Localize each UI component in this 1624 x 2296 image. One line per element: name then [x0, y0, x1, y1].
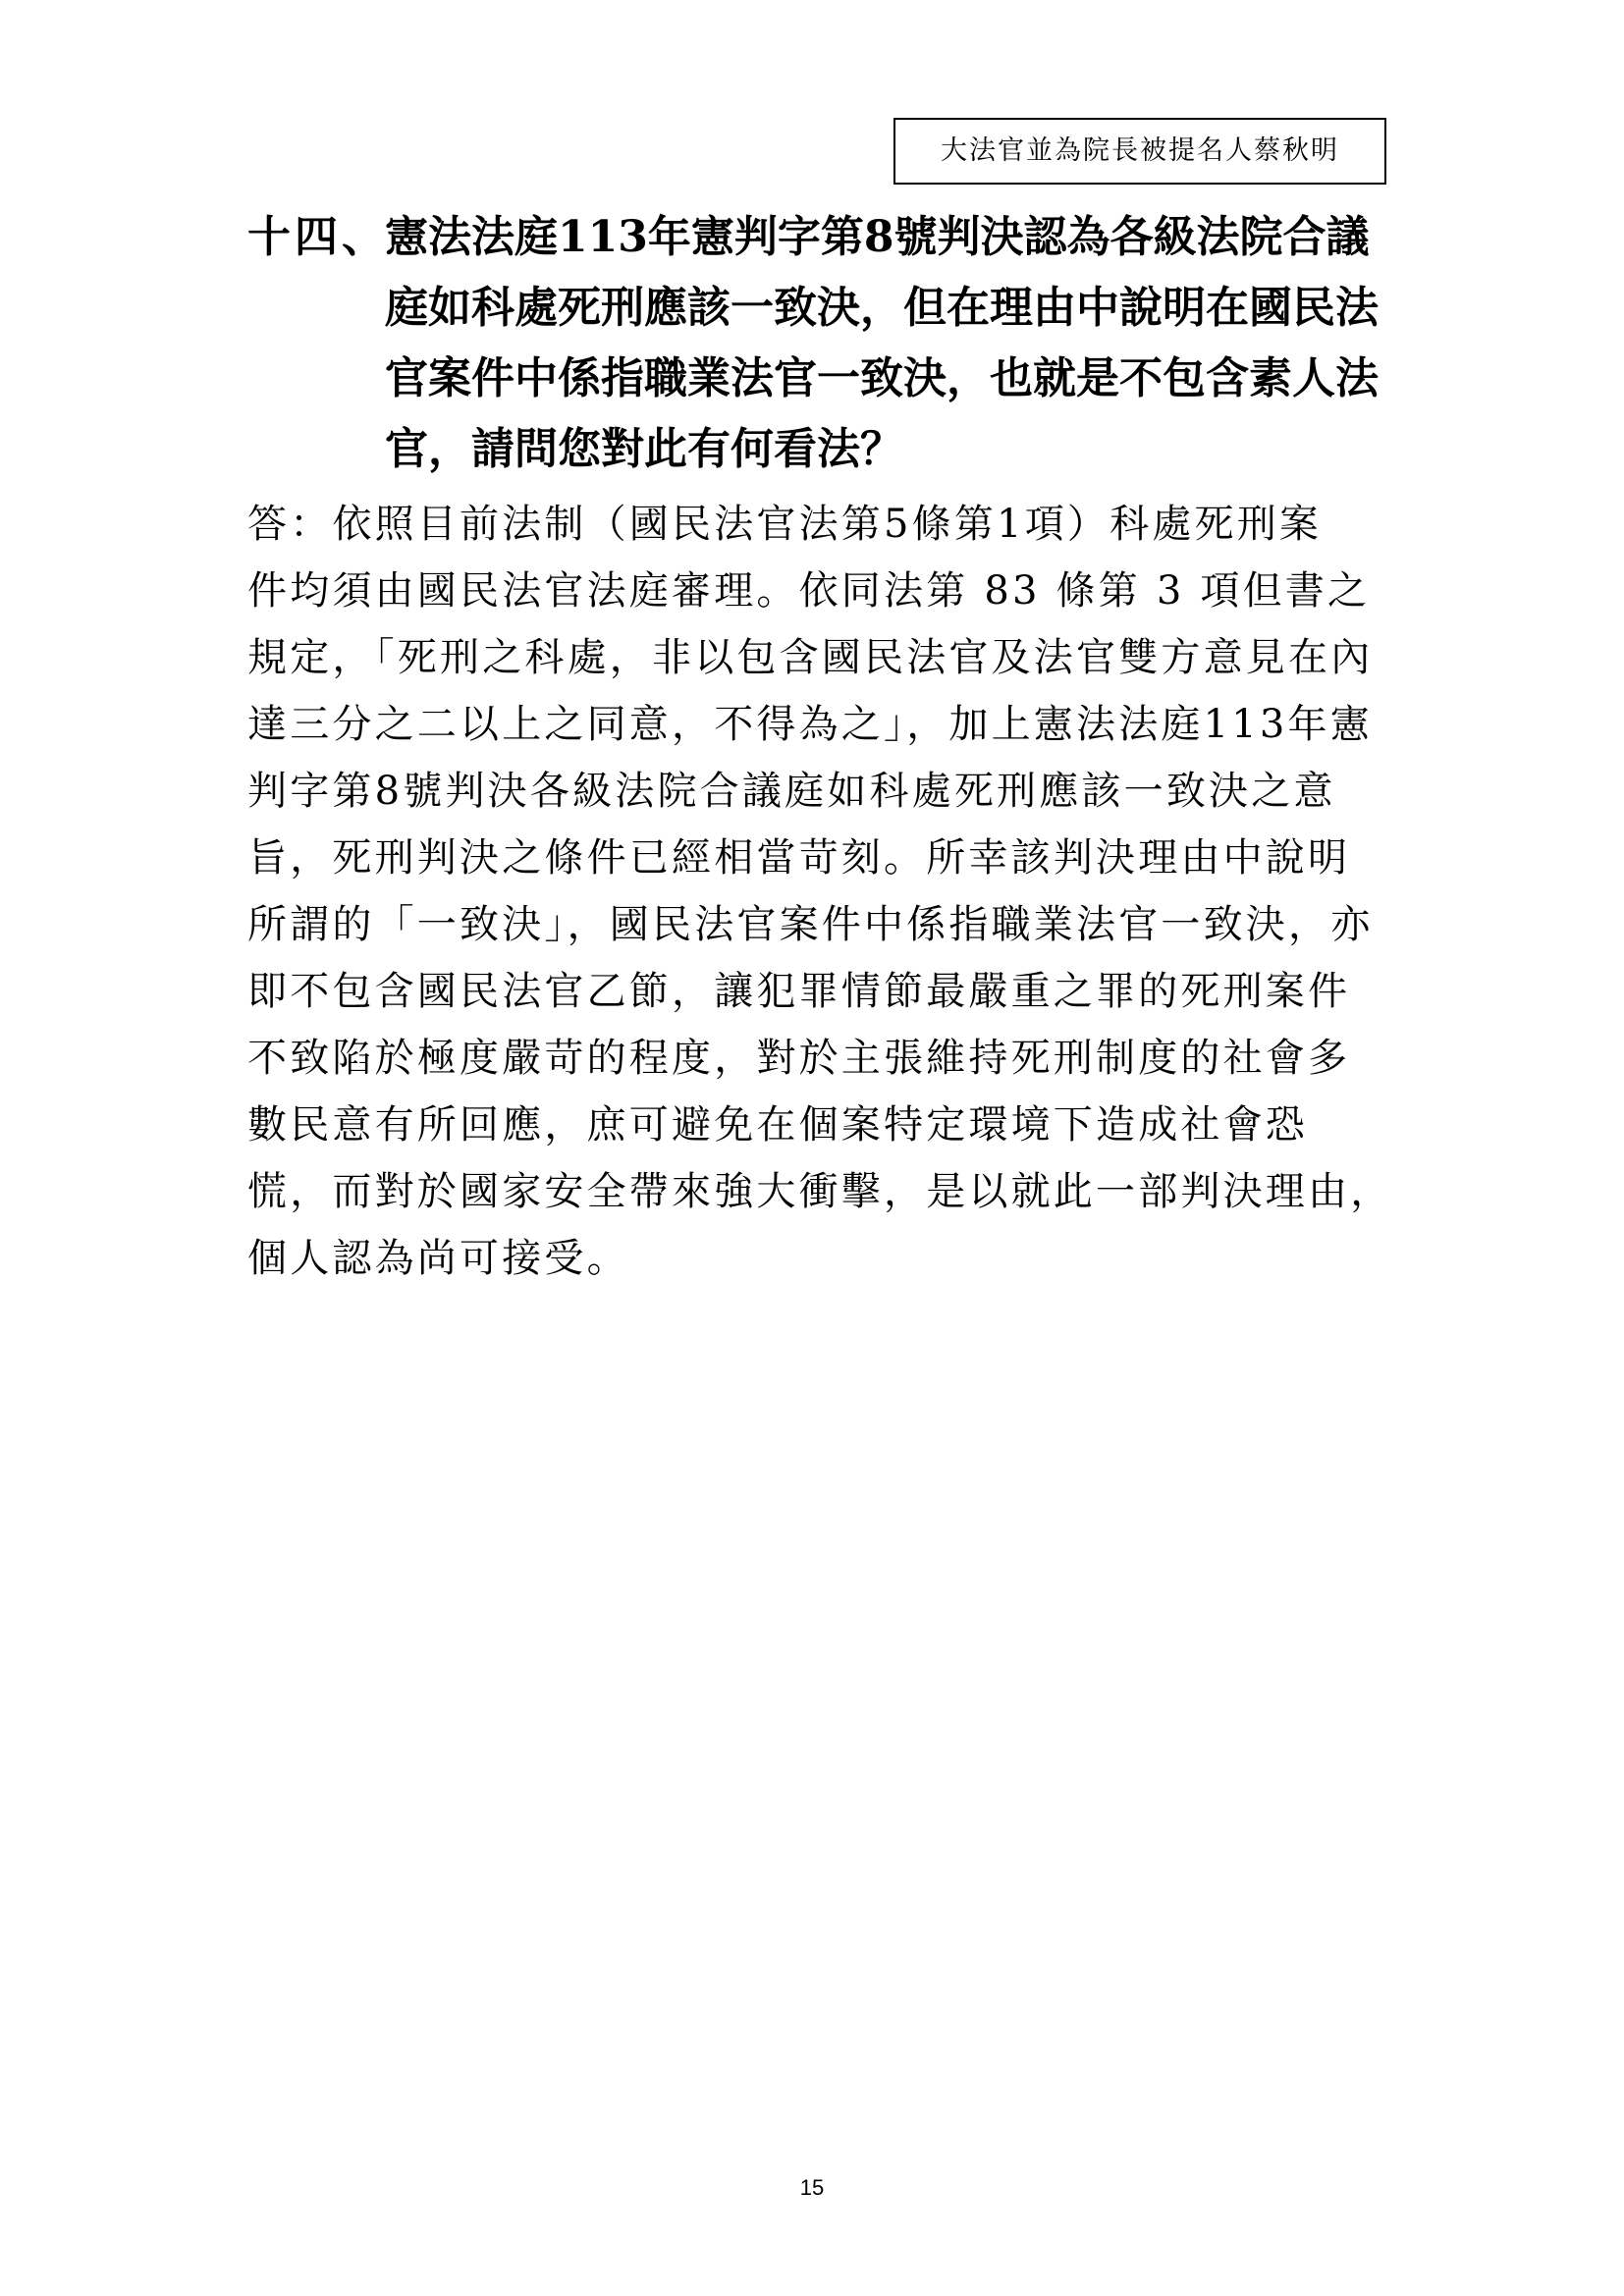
nominee-header-label: 大法官並為院長被提名人蔡秋明 [893, 118, 1386, 185]
question-first-line [247, 202, 1396, 273]
answer-line: 旨，死刑判決之條件已經相當苛刻。所幸該判決理由中說明 [247, 835, 1351, 881]
answer-line: 不致陷於極度嚴苛的程度，對於主張維持死刑制度的社會多 [247, 1036, 1351, 1081]
answer-line: 所謂的「一致決」，國民法官案件中係指職業法官一致決，亦 [247, 902, 1374, 947]
question-line: 憲法法庭113年憲判字第8號判決認為各級法院合議 [385, 212, 1370, 262]
page-number: 15 [799, 2175, 825, 2200]
question-number: 十四、 [247, 212, 389, 262]
answer-line: 規定，「死刑之科處，非以包含國民法官及法官雙方意見在內 [247, 635, 1374, 680]
answer-line: 個人認為尚可接受。 [247, 1236, 629, 1281]
answer-line: 答：依照目前法制（國民法官法第5條第1項）科處死刑案 [247, 502, 1323, 547]
answer-line: 即不包含國民法官乙節，讓犯罪情節最嚴重之罪的死刑案件 [247, 969, 1351, 1014]
answer-line: 慌，而對於國家安全帶來強大衝擊，是以就此一部判決理由， [247, 1169, 1393, 1214]
answer-line: 判字第8號判決各級法院合議庭如科處死刑應該一致決之意 [247, 769, 1336, 814]
question-line: 庭如科處死刑應該一致決，但在理由中說明在國民法 [385, 283, 1379, 333]
answer-line: 件均須由國民法官法庭審理。依同法第 83 條第 3 項但書之 [247, 568, 1371, 614]
question-line: 官，請問您對此有何看法？ [385, 424, 903, 474]
answer-line: 數民意有所回應，庶可避免在個案特定環境下造成社會恐 [247, 1102, 1308, 1148]
question-line: 官案件中係指職業法官一致決，也就是不包含素人法 [385, 353, 1379, 403]
answer-line: 達三分之二以上之同意，不得為之」，加上憲法法庭113年憲 [247, 702, 1373, 747]
question-heading [247, 202, 1396, 485]
answer-paragraph [247, 491, 1396, 1292]
